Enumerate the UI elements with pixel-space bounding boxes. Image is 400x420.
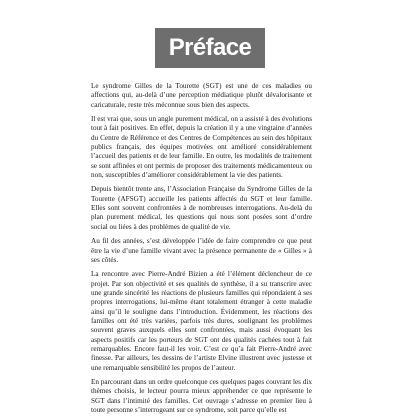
paragraph: Depuis bientôt trente ans, l’Association Française du Syndrome Gilles de la Tourette (AFSGT) accueille les patients affectés du SGT et leur famille. Elles sont souvent confrontées à de nombreuses interrogations. Au-delà du plan purement médical, les questions qui nous sont posées sont d’ordre social ou liées à des problèmes de qualité de vie. [91,185,312,231]
preface-body [91,82,312,420]
title-banner [155,28,265,68]
paragraph: Le syndrome Gilles de la Tourette (SGT) est une de ces maladies ou affections qui, au-delà d’une perception médiatique plutôt dévalorisante et caricaturale, reste très méconnue sous bien des aspects. [91,82,312,109]
paragraph: Il est vrai que, sous un angle purement médical, on a assisté à des évolutions tout à fait positives. En effet, depuis la création il y a une vingtaine d’années du Centre de Référence et des Centres de Compétences au sein des hôpitaux publics français, des équipes motivées ont amélioré considérablement l’accueil des patients et de leur famille. En outre, les modalités de traitement se sont affinées et ont permis de proposer des traitements médicamenteux ou non, susceptibles d’améliorer considérablement la vie des patients. [91,115,312,180]
paragraph: Au fil des années, s’est développée l’idée de faire comprendre ce que peut être la vie d’une famille vivant avec la présence permanente de « Gilles » à ses côtés. [91,237,312,264]
paragraph: En parcourant dans un ordre quelconque ces quelques pages couvrant les dix thèmes choisis, le lecteur pourra mieux appréhender ce que représente le SGT dans l’intimité des familles. Cet ouvrage s’adresse en premier lieu à toute personne s’interrogeant sur ce syndrome, soit parce qu’elle est [91,377,312,414]
page-title: Préface [168,34,252,61]
paragraph: La rencontre avec Pierre-André Bizien a été l’élément déclencheur de ce projet. Par son objectivité et ses qualités de synthèse, il a su transcrire avec une grande sincérité les réactions de plusieurs familles qui répondaient à ses propres interrogations, lui-même étant totalement étranger à cette maladie ainsi qu’il le souligne dans l’introduction. Évidemment, les réactions des familles ont été très variées, parfois très dures, soulignant les problèmes souvent graves auxquels elles sont confrontées, mais aussi évoquant les aspects positifs car les porteurs de SGT ont des qualités cachées tout à fait remarquables. Encore faut-il les voir. C’est ce qu’a fait Pierre-André avec finesse. Par ailleurs, les dessins de l’artiste Elvine illustrent avec justesse et une remarquable sensibilité les propos de l’auteur. [91,270,312,372]
